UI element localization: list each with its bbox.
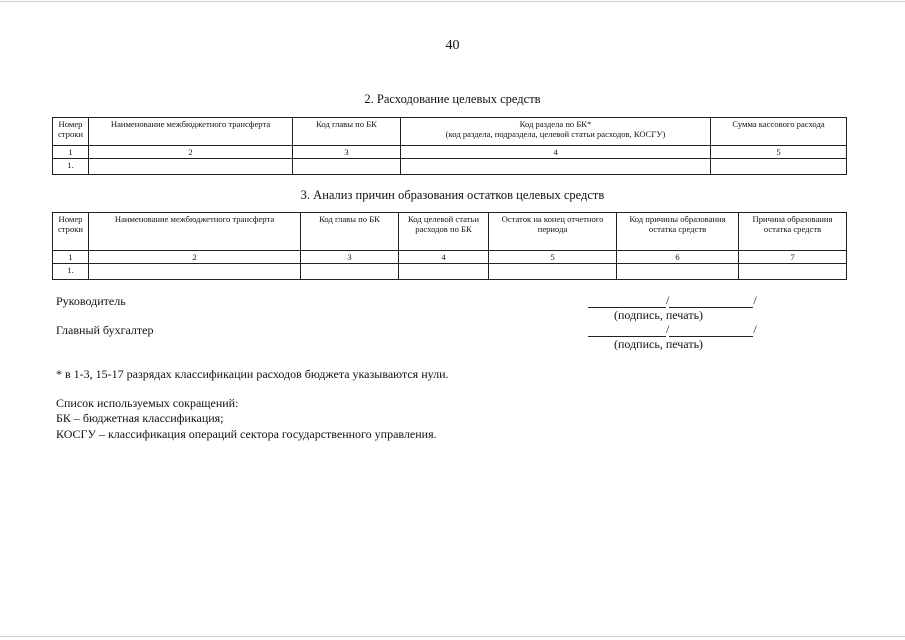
head-signature-line	[588, 293, 757, 308]
column-number: 2	[89, 146, 293, 159]
table-cell	[711, 159, 847, 175]
header-cash-expense: Сумма кассового расхода	[711, 118, 847, 146]
table-cell: 1.	[53, 159, 89, 175]
signature-slash: /	[666, 322, 670, 336]
column-number: 4	[399, 251, 489, 264]
column-number: 1	[53, 251, 89, 264]
footnote: * в 1-3, 15-17 разрядах классификации расходов бюджета указываются нули.	[56, 367, 449, 381]
column-numbers-row	[53, 251, 847, 264]
abbreviation-kosgu: КОСГУ – классификация операций сектора государственного управления.	[56, 427, 437, 441]
header-section-code	[401, 118, 711, 146]
signature-slash: /	[753, 293, 757, 307]
table-cell	[301, 264, 399, 280]
page-number: 40	[445, 38, 460, 53]
table-cell	[401, 159, 711, 175]
table-cell: 1.	[53, 264, 89, 280]
header-target-article-code: Код целевой статьи расходов по БК	[399, 213, 489, 251]
header-period-balance: Остаток на конец отчетного периода	[489, 213, 617, 251]
header-chapter-code: Код главы по БК	[301, 213, 399, 251]
scan-edge-top	[0, 1, 905, 2]
column-number: 1	[53, 146, 89, 159]
table-cell	[739, 264, 847, 280]
header-transfer-name: Наименование межбюджетного трансферта	[89, 118, 293, 146]
column-number: 7	[739, 251, 847, 264]
column-number: 3	[301, 251, 399, 264]
signature-slash: /	[666, 293, 670, 307]
header-row-number: Номер строки	[53, 118, 89, 146]
table-cell	[89, 264, 301, 280]
accountant-signature-line	[588, 322, 757, 337]
table-row	[53, 159, 847, 175]
head-signature-caption: (подпись, печать)	[614, 308, 704, 322]
column-number: 6	[617, 251, 739, 264]
name-blank	[669, 325, 753, 337]
signature-blank	[588, 325, 666, 337]
signature-slash: /	[753, 322, 757, 336]
header-chapter-code: Код главы по БК	[293, 118, 401, 146]
table-cell	[89, 159, 293, 175]
signature-blank	[588, 296, 666, 308]
balance-analysis-table	[52, 212, 847, 280]
chief-accountant-label: Главный бухгалтер	[56, 323, 154, 337]
table-cell	[489, 264, 617, 280]
accountant-signature-caption: (подпись, печать)	[614, 337, 704, 351]
header-row-number: Номер строки	[53, 213, 89, 251]
header-section-code-sub: (код раздела, подраздела, целевой статьи расходов, КОСГУ)	[445, 129, 666, 139]
table-row	[53, 264, 847, 280]
header-transfer-name: Наименование межбюджетного трансферта	[89, 213, 301, 251]
column-number: 3	[293, 146, 401, 159]
abbreviation-bk: БК – бюджетная классификация;	[56, 411, 224, 425]
column-number: 5	[489, 251, 617, 264]
table-cell	[399, 264, 489, 280]
section-2-title: 2. Расходование целевых средств	[364, 92, 541, 106]
table-cell	[293, 159, 401, 175]
expenditure-table	[52, 117, 847, 175]
scan-edge-bottom	[0, 636, 905, 637]
head-label: Руководитель	[56, 294, 126, 308]
section-3-title: 3. Анализ причин образования остатков целевых средств	[300, 188, 605, 202]
table-header-row	[53, 118, 847, 146]
header-section-code-main: Код раздела по БК*	[519, 119, 592, 129]
column-number: 4	[401, 146, 711, 159]
abbreviations-title: Список используемых сокращений:	[56, 396, 239, 410]
table-cell	[617, 264, 739, 280]
name-blank	[669, 296, 753, 308]
column-number: 5	[711, 146, 847, 159]
table-header-row	[53, 213, 847, 251]
header-reason-code: Код причины образования остатка средств	[617, 213, 739, 251]
column-number: 2	[89, 251, 301, 264]
header-reason: Причина образования остатка средств	[739, 213, 847, 251]
column-numbers-row	[53, 146, 847, 159]
